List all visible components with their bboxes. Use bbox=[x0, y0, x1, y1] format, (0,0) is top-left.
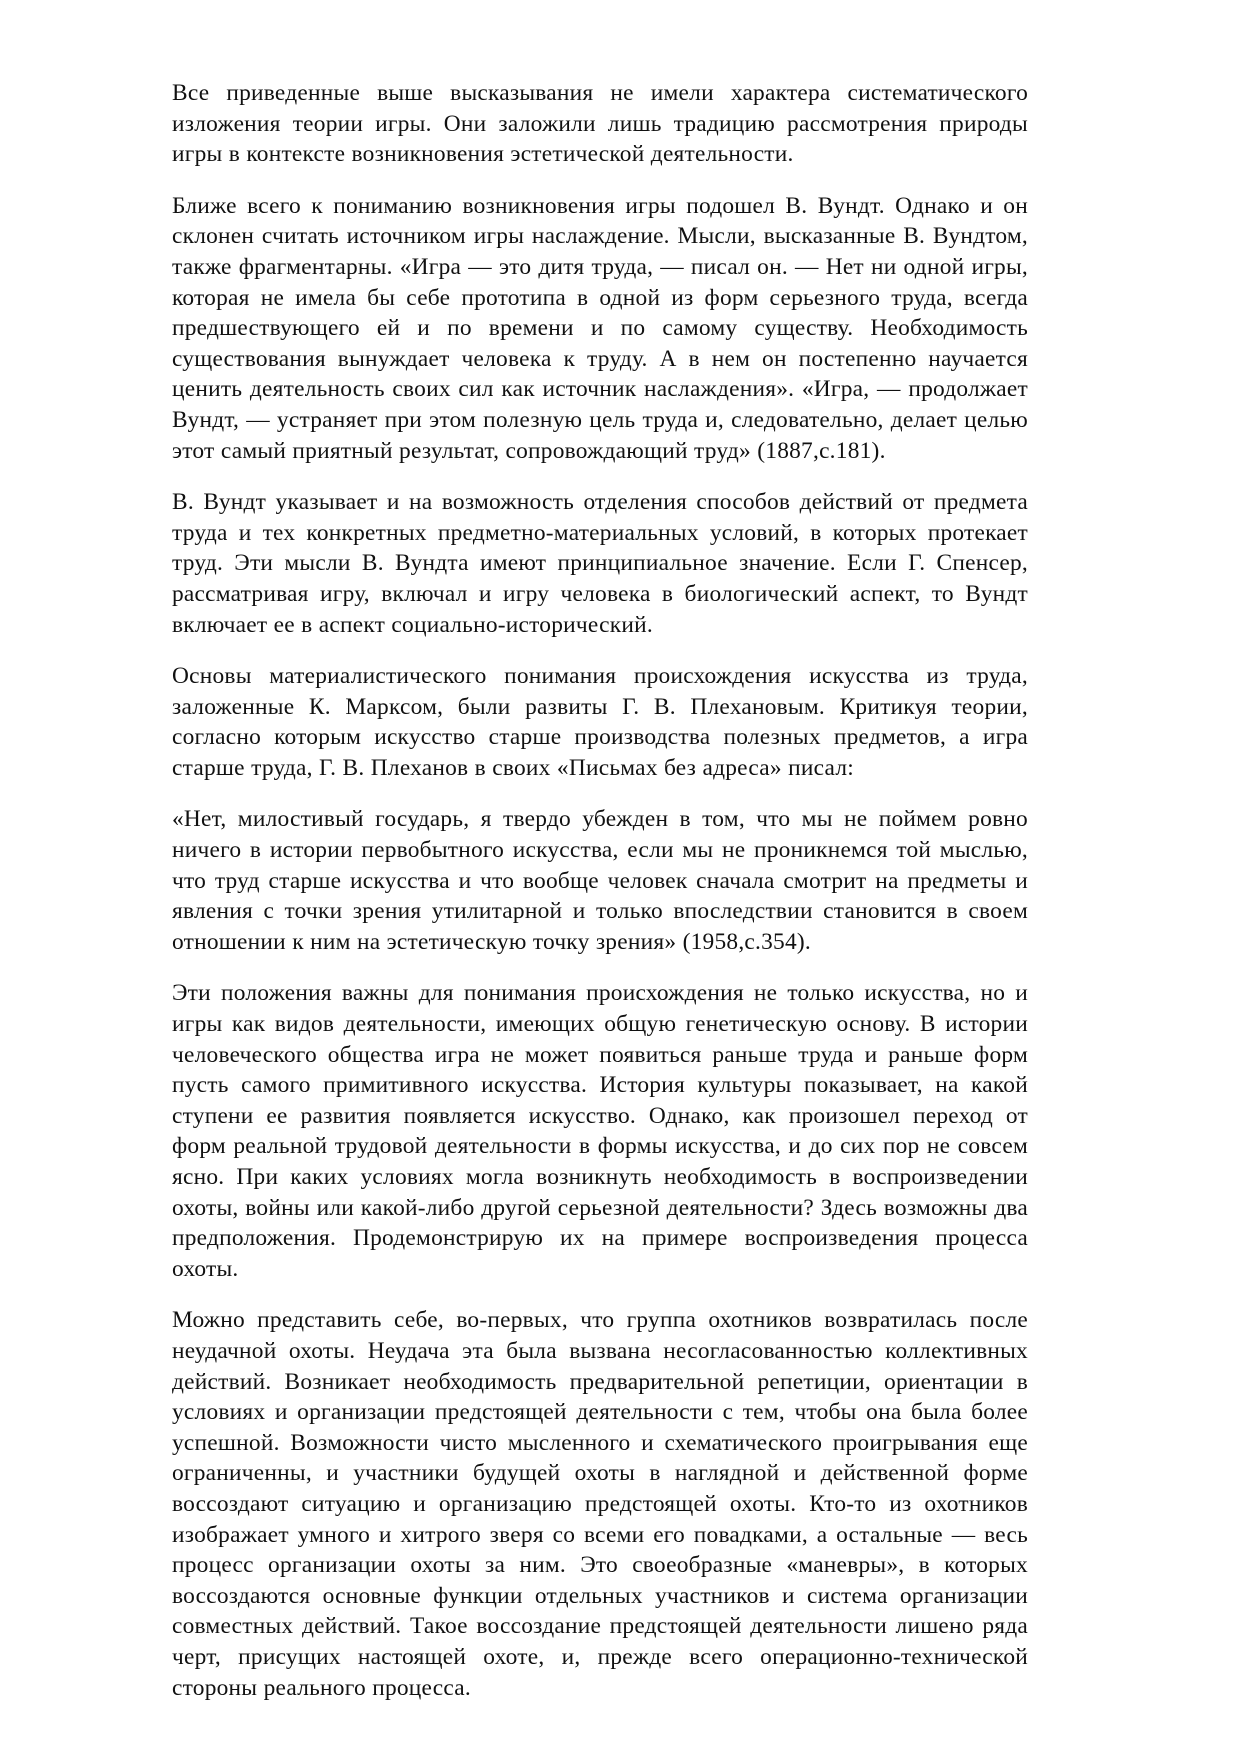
paragraph: «Нет, милостивый государь, я твердо убежден в том, что мы не поймем ровно ничего в истории первобытного искусства, если мы не проникнемся той мыслью, что труд старше искусства и что вообще человек сначала смотрит на предметы и явления с точки зрения утилитарной и только впоследствии становится в своем отношении к ним на эстетическую точку зрения» (1958,с.354). bbox=[172, 806, 1028, 955]
paragraph: Основы материалистического понимания происхождения искусства из труда, заложенные К. Марксом, были развиты Г. В. Плехановым. Критикуя теории, согласно которым искусство старше производства полезных предметов, а игра старше труда, Г. В. Плеханов в своих «Письмах без адреса» писал: bbox=[172, 663, 1028, 781]
paragraph: В. Вундт указывает и на возможность отделения способов действий от предмета труда и тех конкретных предметно-материальных условий, в которых протекает труд. Эти мысли В. Вундта имеют принципиальное значение. Если Г. Спенсер, рассматривая игру, включал и игру человека в биологический аспект, то Вундт включает ее в аспект социально-исторический. bbox=[172, 489, 1028, 638]
paragraph: Можно представить себе, во-первых, что группа охотников возвратилась после неудачной охоты. Неудача эта была вызвана несогласованностью коллективных действий. Возникает необходимость предварительной репетиции, ориентации в условиях и организации предстоящей деятельности с тем, чтобы она была более успешной. Возможности чисто мысленного и схематического проигрывания еще ограниченны, и участники будущей охоты в наглядной и действенной форме воссоздают ситуацию и организацию предстоящей охоты. Кто-то из охотников изображает умного и хитрого зверя со всеми его повадками, а остальные — весь процесс организации охоты за ним. Это своеобразные «маневры», в которых воссоздаются основные функции отдельных участников и система организации совместных действий. Такое воссоздание предстоящей деятельности лишено ряда черт, присущих настоящей охоте, и, прежде всего операционно-технической стороны реального процесса. bbox=[172, 1307, 1028, 1701]
paragraph: Все приведенные выше высказывания не имели характера систематического изложения теории игры. Они заложили лишь традицию рассмотрения природы игры в контексте возникновения эстетической деятельности. bbox=[172, 80, 1028, 168]
paragraph: Эти положения важны для понимания происхождения не только искусства, но и игры как видов деятельности, имеющих общую генетическую основу. В истории человеческого общества игра не может появиться раньше труда и раньше форм пусть самого примитивного искусства. История культуры показывает, на какой ступени ее развития появляется искусство. Однако, как произошел переход от форм реальной трудовой деятельности в формы искусства, и до сих пор не совсем ясно. При каких условиях могла возникнуть необходимость в воспроизведении охоты, войны или какой-либо другой серьезной деятельности? Здесь возможны два предположения. Продемонстрирую их на примере воспроизведения процесса охоты. bbox=[172, 980, 1028, 1282]
paragraph: Ближе всего к пониманию возникновения игры подошел В. Вундт. Однако и он склонен считать источником игры наслаждение. Мысли, высказанные В. Вундтом, также фрагментарны. «Игра — это дитя труда, — писал он. — Нет ни одной игры, которая не имела бы себе прототипа в одной из форм серьезного труда, всегда предшествующего ей и по времени и по самому существу. Необходимость существования вынуждает человека к труду. А в нем он постепенно научается ценить деятельность своих сил как источник наслаждения». «Игра, — продолжает Вундт, — устраняет при этом полезную цель труда и, следовательно, делает целью этот самый приятный результат, сопровождающий труд» (1887,с.181). bbox=[172, 192, 1028, 464]
text-column bbox=[172, 78, 1028, 1703]
